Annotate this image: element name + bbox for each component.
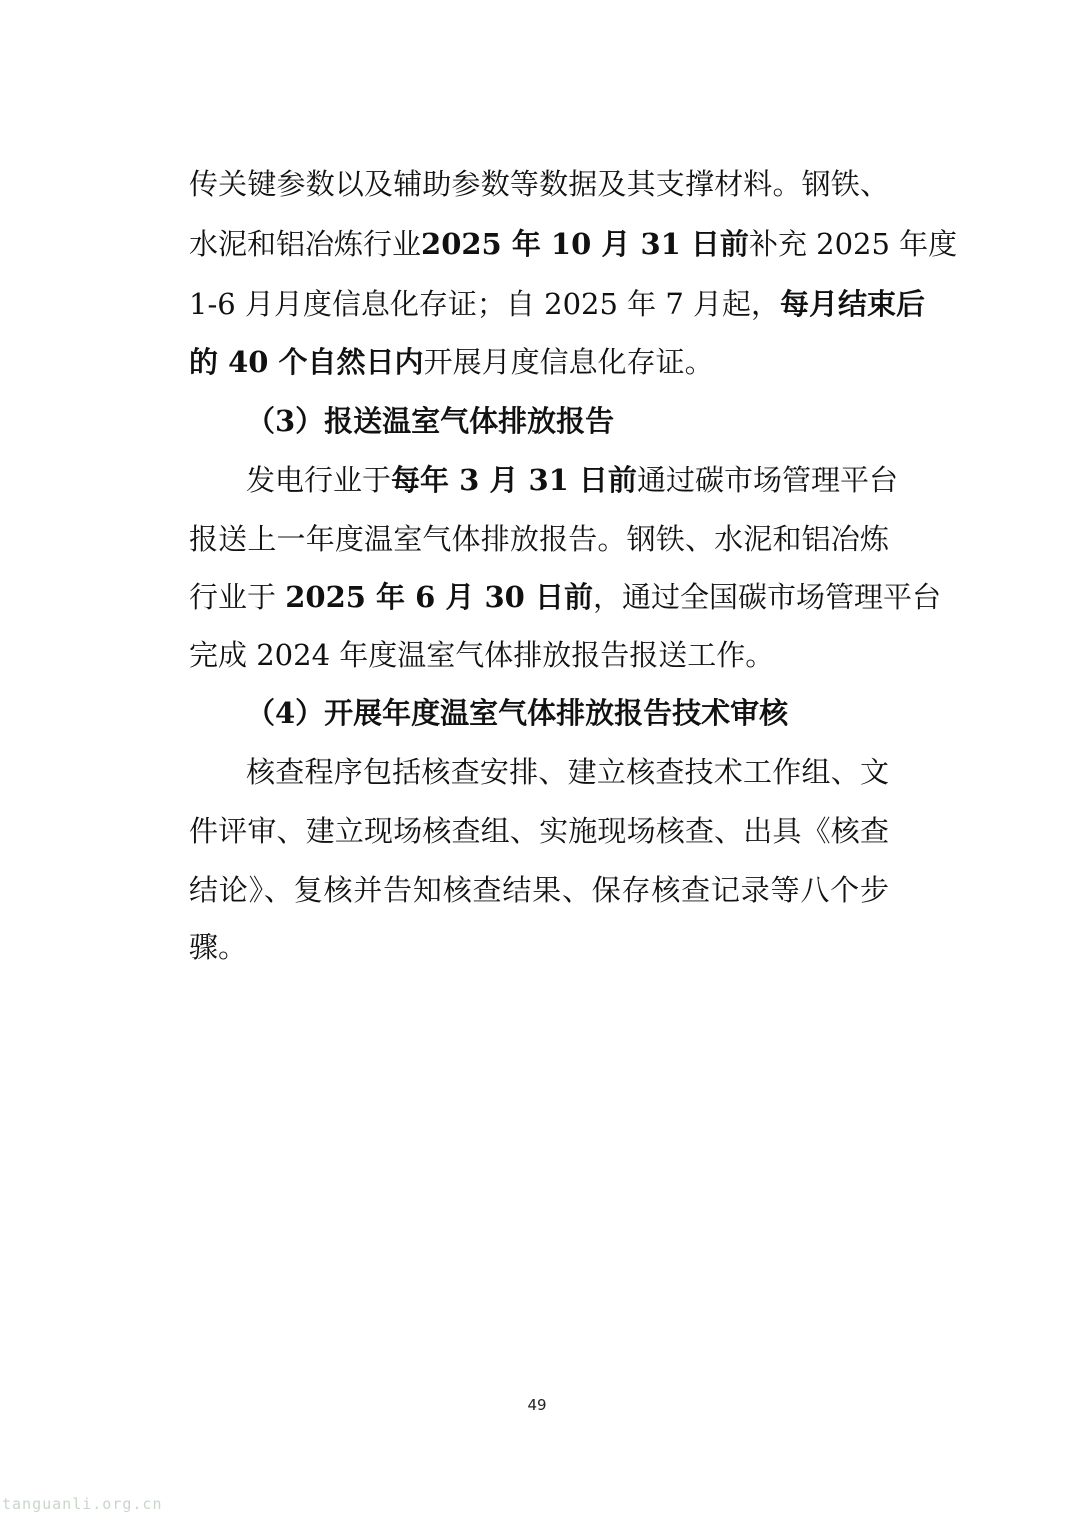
text-run: ，通过全国碳市场管理平台 — [592, 580, 941, 614]
text-line — [246, 752, 889, 792]
text-run: 通过碳市场管理平台 — [636, 463, 898, 497]
text-run: 1-6 月月度信息化存证；自 2025 年 7 月起， — [189, 287, 781, 321]
text-line — [189, 811, 889, 851]
text-run: 行业于 — [189, 580, 286, 614]
text-line — [189, 164, 889, 204]
bold-deadline: 的 40 个自然日内 — [189, 345, 424, 379]
text-run: 件评审、建立现场核查组、实施现场核查、出具《核查 — [189, 814, 889, 848]
text-line — [189, 870, 889, 910]
text-run: 发电行业于 — [246, 463, 392, 497]
bold-deadline: 每年 3 月 31 日前 — [391, 463, 637, 497]
text-run: 结论》、复核并告知核查结果、保存核查记录等八个步 — [189, 873, 889, 907]
watermark: tanguanli.org.cn — [2, 1495, 163, 1513]
text-run: 补充 2025 年度 — [748, 227, 958, 261]
text-line — [189, 577, 941, 617]
section-heading: （4）开展年度温室气体排放报告技术审核 — [246, 696, 789, 730]
page-number: 49 — [527, 1396, 547, 1414]
text-run: 报送上一年度温室气体排放报告。钢铁、水泥和铝冶炼 — [189, 522, 889, 556]
bold-deadline: 2025 年 10 月 31 日前 — [421, 227, 749, 261]
text-run: 开展月度信息化存证。 — [423, 345, 714, 379]
text-line — [189, 927, 889, 967]
text-line — [189, 284, 926, 324]
text-line — [246, 460, 898, 500]
text-line — [189, 342, 889, 382]
bold-deadline: 2025 年 6 月 30 日前 — [285, 580, 593, 614]
text-run: 完成 2024 年度温室气体排放报告报送工作。 — [189, 638, 775, 672]
text-run: 水泥和铝冶炼行业 — [189, 227, 422, 261]
section-heading: （3）报送温室气体排放报告 — [246, 404, 615, 438]
text-run: 核查程序包括核查安排、建立核查技术工作组、文 — [246, 755, 889, 789]
text-run: 传关键参数以及辅助参数等数据及其支撑材料。钢铁、 — [189, 167, 889, 201]
text-run: 骤。 — [189, 930, 248, 964]
text-line — [189, 224, 958, 264]
text-line — [189, 635, 889, 675]
bold-deadline: 每月结束后 — [780, 287, 926, 321]
text-line — [189, 519, 889, 559]
